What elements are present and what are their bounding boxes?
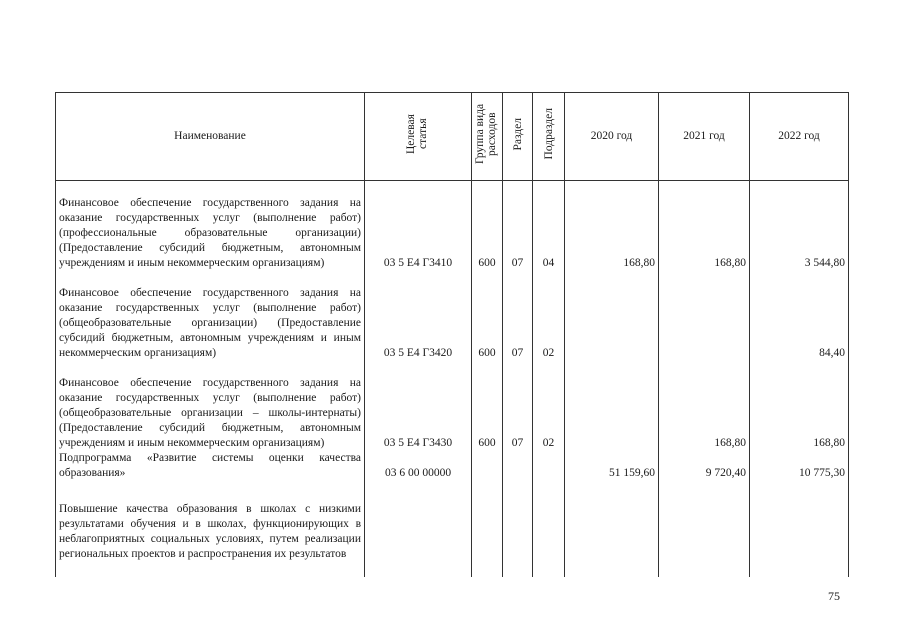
- row-subsection: 02: [533, 361, 565, 451]
- row-target-article: 03 5 Е4 Г3430: [365, 361, 472, 451]
- row-section: 07: [503, 271, 533, 361]
- row-2021: 168,80: [659, 181, 750, 271]
- row-section: [503, 451, 533, 481]
- row-section: 07: [503, 181, 533, 271]
- row-2020: 51 159,60: [565, 451, 659, 481]
- row-2020: [565, 271, 659, 361]
- row-2020: 168,80: [565, 181, 659, 271]
- table-row: [56, 481, 849, 578]
- row-2021: [659, 481, 750, 578]
- row-subsection: [533, 451, 565, 481]
- row-name: Повышение качества образования в школах с низкими результатами обучения и в школах, функционирующих в неблагоприятных социальных условиях, путем реализации региональных проектов и распространения их результатов: [56, 481, 365, 578]
- header-subsection: Подраздел: [533, 93, 565, 181]
- table-row: [56, 181, 849, 271]
- table-header: [56, 93, 849, 181]
- row-expense-group: 600: [472, 361, 503, 451]
- row-expense-group: [472, 481, 503, 578]
- row-name: Финансовое обеспечение государственного задания на оказание государственных услуг (выполнение работ) (общеобразовательные организации – школы-интернаты) (Предоставление субсидий бюджетным, автономным учреждениям и иным некоммерческим организациям): [56, 361, 365, 451]
- table-row: [56, 271, 849, 361]
- header-2021: 2021 год: [659, 93, 750, 181]
- row-target-article: [365, 481, 472, 578]
- row-target-article: 03 5 Е4 Г3410: [365, 181, 472, 271]
- row-subsection: [533, 481, 565, 578]
- row-name: Финансовое обеспечение государственного задания на оказание государственных услуг (выполнение работ) (профессиональные образовательные организации) (Предоставление субсидий бюджетным, автономным учреждениям и иным некоммерческим организациям): [56, 181, 365, 271]
- table-row: [56, 451, 849, 481]
- header-expense-group: Группа вида расходов: [472, 93, 503, 181]
- header-2022: 2022 год: [750, 93, 849, 181]
- row-name: Финансовое обеспечение государственного задания на оказание государственных услуг (выполнение работ) (общеобразовательные организации) (Предоставление субсидий бюджетным, автономным учреждениям и иным некоммерческим организациям): [56, 271, 365, 361]
- budget-table: [55, 92, 849, 577]
- row-section: 07: [503, 361, 533, 451]
- row-subsection: 04: [533, 181, 565, 271]
- header-target-article: Целевая статья: [365, 93, 472, 181]
- row-subsection: 02: [533, 271, 565, 361]
- row-2022: 84,40: [750, 271, 849, 361]
- row-2022: [750, 481, 849, 578]
- row-section: [503, 481, 533, 578]
- row-target-article: 03 6 00 00000: [365, 451, 472, 481]
- row-2022: 10 775,30: [750, 451, 849, 481]
- row-2020: [565, 481, 659, 578]
- row-expense-group: 600: [472, 181, 503, 271]
- row-2020: [565, 361, 659, 451]
- row-2022: 3 544,80: [750, 181, 849, 271]
- row-2021: 168,80: [659, 361, 750, 451]
- row-expense-group: [472, 451, 503, 481]
- row-expense-group: 600: [472, 271, 503, 361]
- page-number: 75: [828, 589, 840, 603]
- header-section: Раздел: [503, 93, 533, 181]
- row-2021: 9 720,40: [659, 451, 750, 481]
- row-name: Подпрограмма «Развитие системы оценки качества образования»: [56, 451, 365, 481]
- row-2022: 168,80: [750, 361, 849, 451]
- header-2020: 2020 год: [565, 93, 659, 181]
- row-target-article: 03 5 Е4 Г3420: [365, 271, 472, 361]
- table-row: [56, 361, 849, 451]
- header-name: Наименование: [56, 93, 365, 181]
- row-2021: [659, 271, 750, 361]
